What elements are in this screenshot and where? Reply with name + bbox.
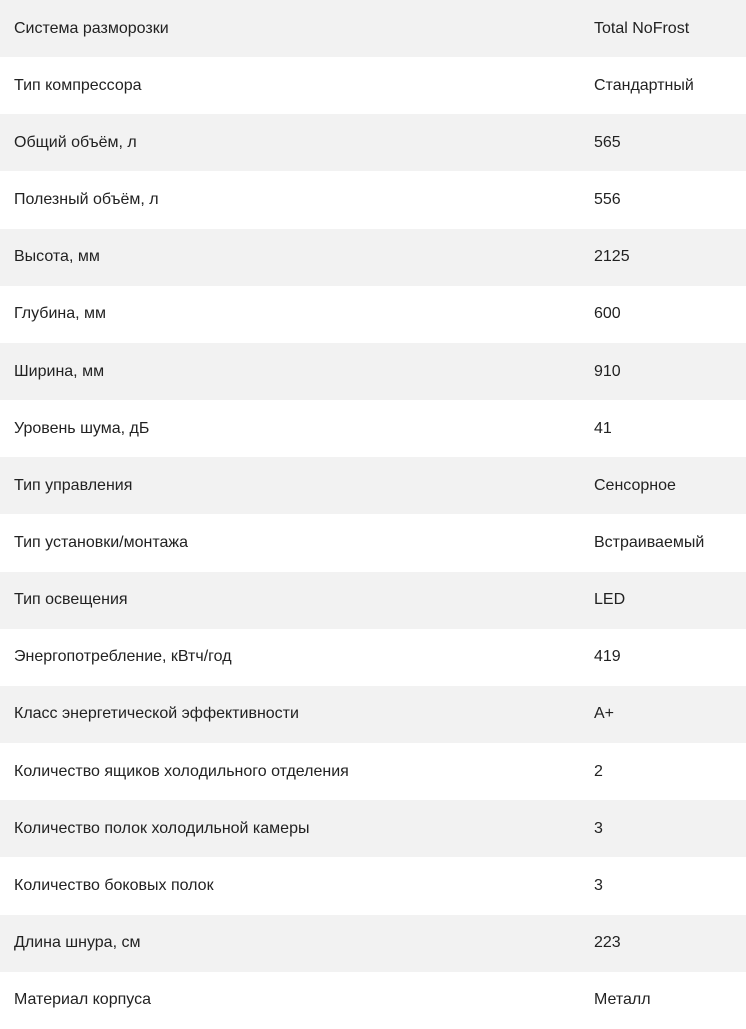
spec-row-cord-length <box>0 915 746 972</box>
spec-row-width <box>0 343 746 400</box>
spec-value: Металл <box>594 991 651 1009</box>
spec-value: Сенсорное <box>594 476 676 494</box>
spec-value: A+ <box>594 705 615 723</box>
spec-label: Ширина, мм <box>14 362 105 380</box>
spec-value: 565 <box>594 133 621 151</box>
spec-row-compressor-type <box>0 57 746 114</box>
spec-label: Полезный объём, л <box>14 191 159 209</box>
spec-row-usable-volume <box>0 171 746 228</box>
spec-value: 3 <box>594 876 603 894</box>
spec-value: 910 <box>594 362 621 380</box>
spec-label: Общий объём, л <box>14 133 137 151</box>
spec-label: Энергопотребление, кВтч/год <box>14 648 232 666</box>
spec-row-height <box>0 229 746 286</box>
spec-label: Глубина, мм <box>14 305 107 323</box>
spec-value: 2 <box>594 762 603 780</box>
spec-row-noise-level <box>0 400 746 457</box>
spec-label: Тип установки/монтажа <box>14 533 188 551</box>
spec-row-installation-type <box>0 514 746 571</box>
spec-value: 2125 <box>594 248 630 266</box>
spec-value: 223 <box>594 934 621 952</box>
spec-value: 600 <box>594 305 621 323</box>
spec-row-total-volume <box>0 114 746 171</box>
spec-label: Длина шнура, см <box>14 934 141 952</box>
spec-row-lighting-type <box>0 572 746 629</box>
spec-label: Количество ящиков холодильного отделения <box>14 762 349 780</box>
spec-row-energy-class <box>0 686 746 743</box>
spec-row-body-material <box>0 972 746 1029</box>
spec-value: LED <box>594 591 626 609</box>
spec-row-fridge-shelves <box>0 800 746 857</box>
spec-label: Система разморозки <box>14 19 169 37</box>
spec-row-fridge-drawers <box>0 743 746 800</box>
spec-value: 41 <box>594 419 612 437</box>
spec-label: Количество боковых полок <box>14 876 214 894</box>
spec-label: Уровень шума, дБ <box>14 419 150 437</box>
spec-row-defrost-system <box>0 0 746 57</box>
spec-label: Тип компрессора <box>14 76 142 94</box>
spec-value: 3 <box>594 819 603 837</box>
spec-label: Тип освещения <box>14 591 128 609</box>
spec-label: Высота, мм <box>14 248 100 266</box>
spec-row-depth <box>0 286 746 343</box>
spec-value: Стандартный <box>594 76 694 94</box>
spec-label: Количество полок холодильной камеры <box>14 819 310 837</box>
spec-value: Total NoFrost <box>594 19 690 37</box>
spec-value: 419 <box>594 648 621 666</box>
spec-row-side-shelves <box>0 857 746 914</box>
spec-row-control-type <box>0 457 746 514</box>
spec-value: 556 <box>594 191 621 209</box>
spec-label: Класс энергетической эффективности <box>14 705 299 723</box>
spec-label: Материал корпуса <box>14 991 151 1009</box>
spec-label: Тип управления <box>14 476 133 494</box>
spec-value: Встраиваемый <box>594 533 705 551</box>
spec-row-energy-consumption <box>0 629 746 686</box>
